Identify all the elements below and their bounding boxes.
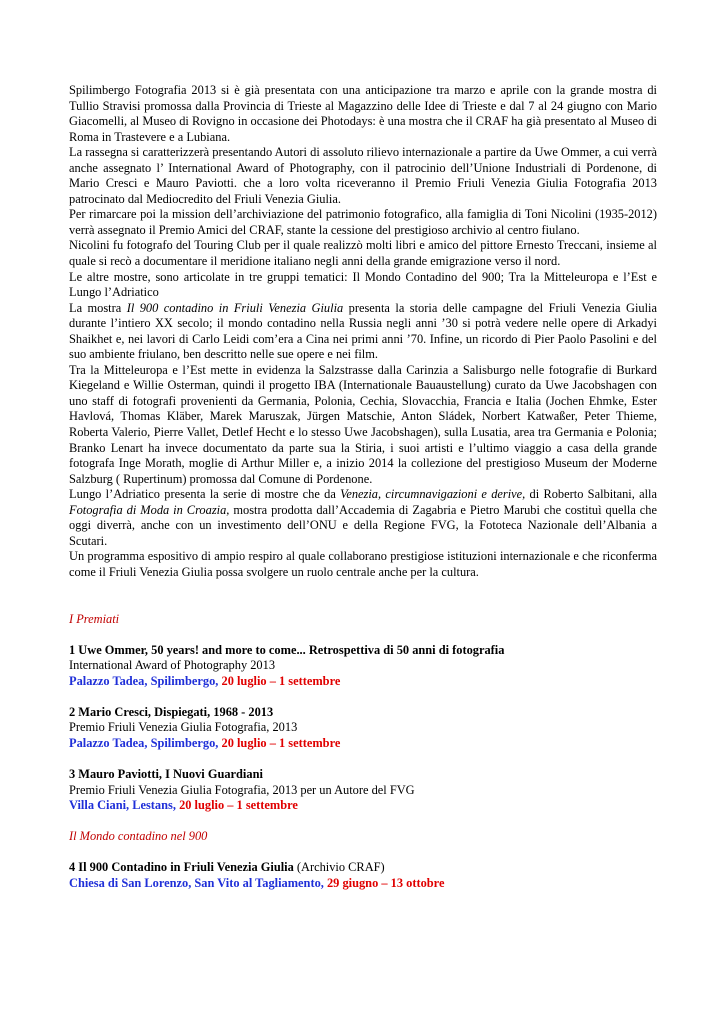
item-title: [69, 860, 657, 876]
venue-place: Chiesa di San Lorenzo, San Vito al Tagliamento,: [69, 875, 324, 890]
venue-date: 20 luglio – 1 settembre: [221, 735, 341, 750]
section-heading-premiati: I Premiati: [69, 611, 120, 626]
italic-title: Venezia, circumnavigazioni e derive,: [340, 487, 526, 502]
item-subtitle: Premio Friuli Venezia Giulia Fotografia, 2013: [69, 720, 298, 735]
text-run: Lungo l’Adriatico presenta la serie di mostre che da: [69, 487, 341, 502]
paragraph-adriatico: [69, 487, 657, 549]
venue-place: Palazzo Tadea, Spilimbergo,: [69, 673, 219, 688]
italic-title: Fotografia di Moda in Croazia,: [69, 502, 230, 517]
paragraph-mission: Per rimarcare poi la mission dell’archiviazione del patrimonio fotografico, alla famiglia di Toni Nicolini (1935-2012) verrà assegnato il Premio Amici del CRAF, stante la cessione del prestigioso archivio al centro fiulano.: [69, 207, 657, 237]
paragraph-mostra-contadino: [69, 301, 657, 363]
venue-place: Palazzo Tadea, Spilimbergo,: [69, 735, 219, 750]
paragraph-nicolini: Nicolini fu fotografo del Touring Club per il quale realizzò molti libri e amico del pittore Ernesto Treccani, insieme al quale si recò a documentare il meridione italiano negli anni della grande emigrazione verso il nord.: [69, 238, 657, 269]
paragraph-mitteleuropa: Tra la Mitteleuropa e l’Est mette in evidenza la Salzstrasse dalla Carinzia a Salisburgo nelle fotografie di Burkard Kiegeland e Willie Osterman, quindi il progetto IBA (Internationale Bauaustellung) curato da Uwe Jacobshagen con uno staff di fotografi provenienti da Germania, Polonia, Cechia, Slovacchia, Francia e Italia (Jochen Ehmke, Ester Havlová, Thomas Kläber, Marek Maruszak, Jürgen Matschie, Anton Sládek, Norbert Katwaßer, Peter Thieme, Roberta Valerio, Pierre Vallet, Detlef Hecht e lo stesso Uwe Jacobshagen), sulla Lusatia, area tra Germania e Polonia; Branko Lenart ha invece documentato da parte sua la Stiria, i suoi artisti e l’ultimo viaggio a casa della grande fotografa Inge Morath, moglie di Arthur Miller e, a inizio 2014 la collezione del prestigioso Museum der Moderne Salzburg ( Rupertinum) promossa dal Comune di Pordenone.: [69, 362, 657, 486]
paragraph-programma: Un programma espositivo di ampio respiro al quale collaborano prestigiose istituzioni internazionale e che riconferma come il Friuli Venezia Giulia possa svolgere un ruolo centrale anche per la cultura.: [69, 549, 657, 579]
text-run: di Roberto Salbitani, alla: [525, 487, 657, 502]
italic-title: Il 900 contadino in Friuli Venezia Giulia: [126, 300, 344, 315]
item-title-suffix: (Archivio CRAF): [293, 860, 385, 875]
item-venue: [69, 798, 657, 814]
item-title: 1 Uwe Ommer, 50 years! and more to come... Retrospettiva di 50 anni di fotografia: [69, 642, 505, 657]
text-run: presenta la storia delle campagne del Friuli Venezia Giulia durante l’intiero XX secolo; il mondo contadino nella Russia negli anni ’30 si potrà vedere nelle opere di Arkadyi Shaikhet e, nei lavori di Carlo Leidi com’era a Cina nei primi anni ’70. Infine, un ricordo di Pier Paolo Pasolini e del suo ambiente friulano, ben descritto nelle sue opere e nei film.: [69, 300, 657, 362]
item-subtitle: International Award of Photography 2013: [69, 658, 276, 673]
item-title-bold: 4 Il 900 Contadino in Friuli Venezia Giulia: [69, 860, 294, 875]
item-venue: [69, 876, 657, 892]
paragraph-rassegna: La rassegna si caratterizzerà presentando Autori di assoluto rilievo internazionale a partire da Uwe Ommer, a cui verrà anche assegnato l’ International Award of Photography, con il patrocinio dell’Unione Industriali di Pordenone, di Mario Cresci e Mauro Paviotti. che a loro volta riceveranno il Premio Friuli Venezia Giulia Fotografia 2013 patrocinato dal Mediocredito del Friuli Venezia Giulia.: [69, 145, 657, 206]
venue-date: 20 luglio – 1 settembre: [179, 798, 298, 813]
item-title: 3 Mauro Paviotti, I Nuovi Guardiani: [69, 767, 263, 782]
text-run: La mostra: [69, 300, 127, 315]
item-venue: [69, 674, 657, 690]
item-venue: [69, 736, 657, 752]
venue-place: Villa Ciani, Lestans,: [69, 798, 176, 813]
venue-date: 20 luglio – 1 settembre: [221, 673, 341, 688]
paragraph-altre-mostre: Le altre mostre, sono articolate in tre gruppi tematici: Il Mondo Contadino del 900; Tra la Mitteleuropa e l’Est e Lungo l’Adriatico: [69, 269, 657, 300]
text-run: mostra prodotta dall’Accademia di Zagabria e Pietro Marubi che costituì quella che oggi diverrà, anche con un investimento dell’ONU e della Regione FVG, la Fototeca Nazionale dell’Albania a Scutari.: [69, 502, 658, 548]
item-subtitle: Premio Friuli Venezia Giulia Fotografia, 2013 per un Autore del FVG: [69, 782, 415, 797]
document-page: [69, 83, 657, 891]
paragraph-intro: Spilimbergo Fotografia 2013 si è già presentata con una anticipazione tra marzo e aprile con la grande mostra di Tullio Stravisi promossa dalla Provincia di Trieste al Magazzino delle Idee di Trieste e dal 7 al 24 giugno con Mario Giacomelli, al Museo di Rovigno in occasione dei Photodays: è una mostra che il CRAF ha già presentato al Museo di Roma in Trastevere e a Lubiana.: [69, 83, 657, 144]
venue-date: 29 giugno – 13 ottobre: [326, 875, 445, 890]
section-heading-mondo-contadino: Il Mondo contadino nel 900: [69, 829, 208, 844]
item-title: 2 Mario Cresci, Dispiegati, 1968 - 2013: [69, 704, 274, 719]
